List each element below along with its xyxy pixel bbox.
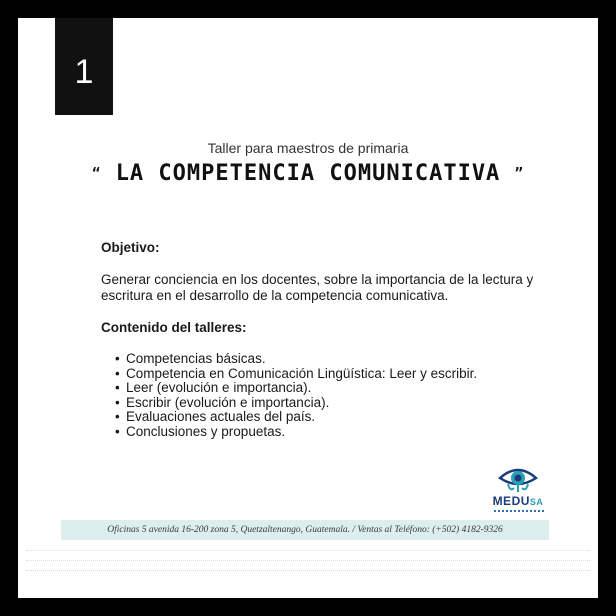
title-close-quote: ” (514, 166, 524, 182)
list-item: • Conclusiones y propuetas. (115, 425, 561, 440)
logo-underline (494, 510, 544, 512)
page-title (18, 161, 598, 186)
list-item: • Competencias básicas. (115, 352, 561, 367)
logo-wordmark (488, 494, 548, 508)
list-item: • Escribir (evolución e importancia). (115, 396, 561, 411)
page-number: 1 (74, 53, 94, 91)
objective-text: Generar conciencia en los docentes, sobre la importancia de la lectura y escritura en el desarrollo de la competencia comunicativa. (101, 272, 534, 303)
subtitle: Taller para maestros de primaria (207, 140, 409, 156)
title-text: LA COMPETENCIA COMUNICATIVA (115, 161, 501, 186)
medusa-logo (488, 464, 548, 516)
logo-main-text: MEDU (492, 494, 530, 508)
contents-heading: Contenido del talleres: (101, 320, 247, 335)
list-item: • Leer (evolución e importancia). (115, 381, 561, 396)
list-item: • Competencia en Comunicación Lingüística: Leer y escribir. (115, 367, 561, 382)
content-body (101, 240, 561, 439)
footer-band (61, 520, 549, 540)
dotted-divider (26, 550, 590, 551)
topics-list (101, 352, 561, 439)
objective-heading: Objetivo: (101, 240, 160, 255)
document-card (18, 18, 598, 598)
footer-contact-text: Oficinas 5 avenida 16-200 zona 5, Quetzaltenango, Guatemala. / Ventas al Teléfono: (+502) 4182-9326 (107, 525, 503, 535)
eye-logo-icon (498, 464, 538, 494)
list-item: • Evaluaciones actuales del país. (115, 410, 561, 425)
page-number-box (55, 18, 113, 115)
logo-suffix-text: SA (529, 497, 544, 507)
dotted-divider (26, 570, 590, 571)
dotted-divider (26, 560, 590, 561)
title-open-quote: “ (92, 166, 102, 182)
